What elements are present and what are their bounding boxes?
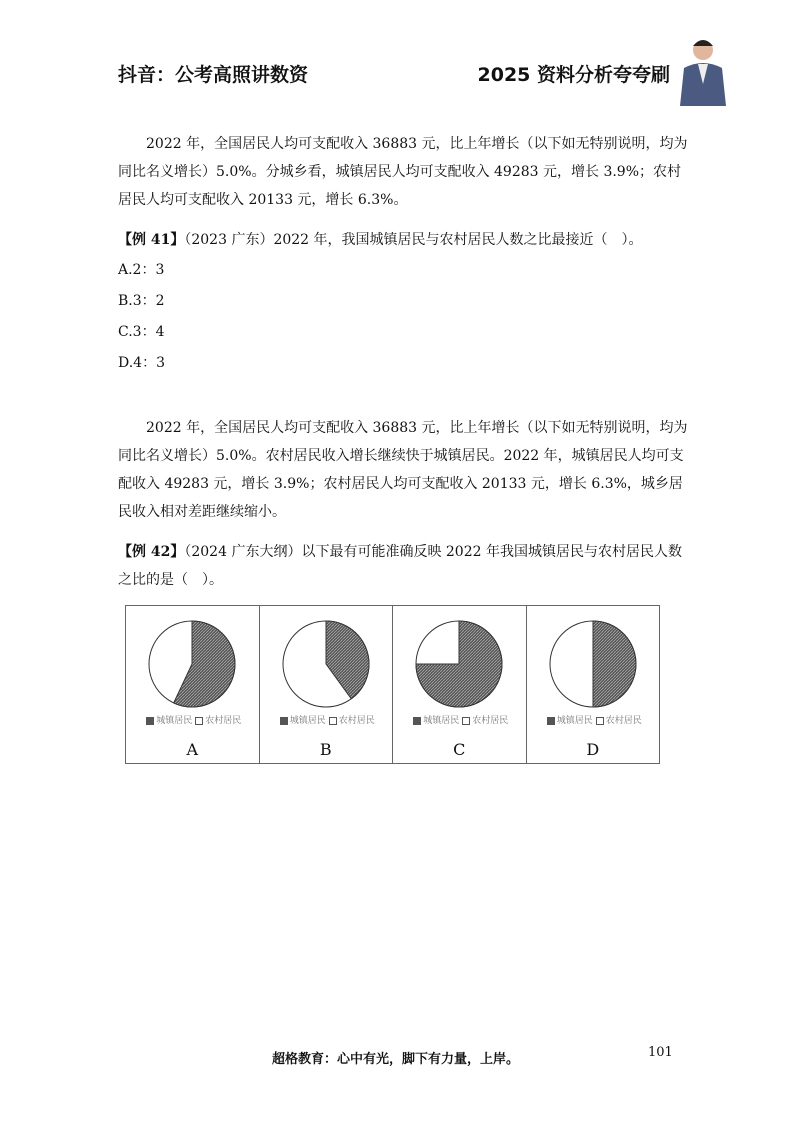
legend-swatch-rural	[596, 717, 604, 725]
question-tag: 【例 42】	[118, 544, 185, 560]
header-left: 抖音：公考高照讲数资	[118, 64, 309, 86]
page-number: 101	[648, 1045, 673, 1060]
legend-swatch-urban	[146, 717, 154, 725]
legend-label: 城镇居民	[156, 716, 193, 726]
pie-option-c	[393, 606, 527, 763]
pie-slice-urban	[593, 621, 636, 707]
legend-swatch-rural	[195, 717, 203, 725]
legend-swatch-urban	[280, 717, 288, 725]
legend-label: 城镇居民	[289, 716, 326, 726]
question-tag: 【例 41】	[118, 232, 185, 248]
pie-option-b	[260, 606, 394, 763]
pie-option-d	[527, 606, 660, 763]
paragraph-2: 2022 年，全国居民人均可支配收入 36883 元，比上年增长（以下如无特别说明，均为同比名义增长）5.0%。农村居民收入增长继续快于城镇居民。2022 年，城镇居民人均可支配收入 49283 元，增长 3.9%；农村居民人均可支配收入 20133 元，增长 6.3%，城乡居民收入相对差距继续缩小。	[118, 420, 688, 520]
legend	[527, 713, 660, 726]
legend-swatch-urban	[547, 717, 555, 725]
legend-swatch-urban	[413, 717, 421, 725]
legend-label: 城镇居民	[423, 716, 460, 726]
pie-chart-options	[125, 605, 660, 764]
legend	[393, 713, 526, 726]
option-label: A	[186, 740, 199, 759]
option-label: B	[319, 740, 332, 759]
option-c: C.3：4	[118, 324, 165, 340]
option-label: D	[586, 740, 600, 759]
question-41	[118, 226, 688, 254]
option-a: A.2：3	[118, 262, 165, 278]
legend-label: 农村居民	[605, 716, 642, 726]
option-b: B.3：2	[118, 293, 165, 309]
option-label: C	[453, 740, 466, 759]
pie-option-a	[126, 606, 260, 763]
question-42	[118, 538, 688, 594]
footer-slogan: 超格教育：心中有光，脚下有力量，上岸。	[272, 1052, 520, 1067]
legend-label: 城镇居民	[556, 716, 593, 726]
legend-label: 农村居民	[205, 716, 242, 726]
header-right: 2025 资料分析夸夸刷	[477, 64, 670, 86]
legend-swatch-rural	[462, 717, 470, 725]
question-text: （2024 广东大纲）以下最有可能准确反映 2022 年我国城镇居民与农村居民人数之比的是（ ）。	[118, 544, 682, 588]
legend	[126, 713, 259, 726]
paragraph-1: 2022 年，全国居民人均可支配收入 36883 元，比上年增长（以下如无特别说明，均为同比名义增长）5.0%。分城乡看，城镇居民人均可支配收入 49283 元，增长 3.9%；农村居民人均可支配收入 20133 元，增长 6.3%。	[118, 136, 688, 208]
legend	[260, 713, 393, 726]
legend-swatch-rural	[329, 717, 337, 725]
legend-label: 农村居民	[472, 716, 509, 726]
legend-label: 农村居民	[338, 716, 375, 726]
presenter-photo	[676, 34, 730, 106]
question-text: （2023 广东）2022 年，我国城镇居民与农村居民人数之比最接近（ ）。	[184, 232, 643, 248]
option-d: D.4：3	[118, 355, 165, 371]
